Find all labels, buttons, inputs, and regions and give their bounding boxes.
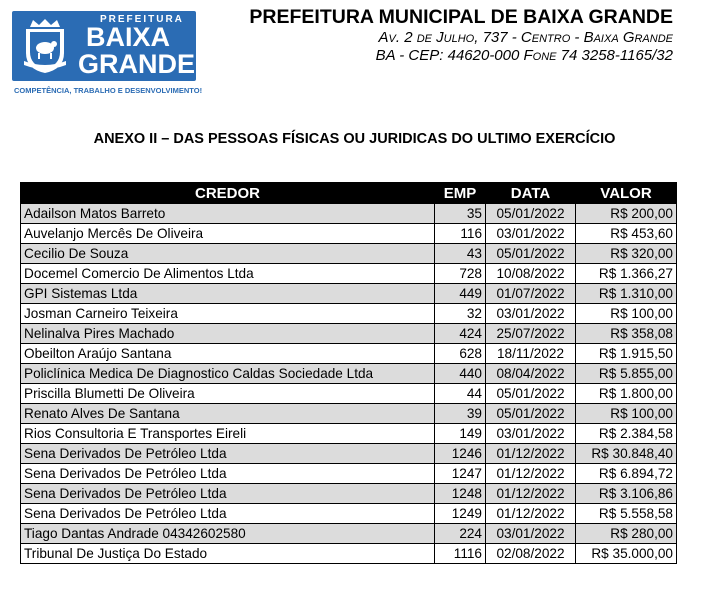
cell-emp: 1248 [435,484,486,504]
cell-data: 02/08/2022 [486,544,576,564]
creditors-table [20,182,677,564]
cell-data: 05/01/2022 [486,404,576,424]
cell-credor: Policlínica Medica De Diagnostico Caldas Sociedade Ltda [21,364,435,384]
cell-valor: R$ 200,00 [576,204,677,224]
cell-emp: 1249 [435,504,486,524]
cell-data: 03/01/2022 [486,524,576,544]
table-header-row [21,183,677,204]
cell-credor: Tiago Dantas Andrade 04342602580 [21,524,435,544]
cell-valor: R$ 35.000,00 [576,544,677,564]
cell-credor: Renato Alves De Santana [21,404,435,424]
logo-prefeitura-text: PREFEITURA [100,14,184,25]
municipal-logo [12,11,196,81]
logo-slogan: COMPETÊNCIA, TRABALHO E DESENVOLVIMENTO! [14,86,203,95]
table-row [21,504,677,524]
cell-credor: Adailson Matos Barreto [21,204,435,224]
cell-valor: R$ 358,08 [576,324,677,344]
cell-data: 08/04/2022 [486,364,576,384]
table-row [21,484,677,504]
cell-valor: R$ 320,00 [576,244,677,264]
organization-address: Av. 2 de Julho, 737 - Centro - Baixa Grande [378,29,673,46]
cell-data: 25/07/2022 [486,324,576,344]
table-row [21,524,677,544]
table-row [21,244,677,264]
table-row [21,204,677,224]
cell-emp: 39 [435,404,486,424]
table-row [21,404,677,424]
cell-valor: R$ 100,00 [576,304,677,324]
cell-data: 05/01/2022 [486,244,576,264]
cell-credor: Auvelanjo Mercês De Oliveira [21,224,435,244]
cell-emp: 224 [435,524,486,544]
cell-valor: R$ 453,60 [576,224,677,244]
cell-credor: Rios Consultoria E Transportes Eireli [21,424,435,444]
organization-cep-phone: BA - CEP: 44620-000 Fone 74 3258-1165/32 [375,47,673,64]
cell-valor: R$ 30.848,40 [576,444,677,464]
logo-grande-text: GRANDE [78,49,196,79]
cell-emp: 149 [435,424,486,444]
cell-emp: 440 [435,364,486,384]
cell-data: 03/01/2022 [486,224,576,244]
table-row [21,324,677,344]
cell-emp: 1247 [435,464,486,484]
cell-data: 10/08/2022 [486,264,576,284]
cell-credor: Cecilio De Souza [21,244,435,264]
cell-emp: 424 [435,324,486,344]
cell-emp: 32 [435,304,486,324]
table-row [21,364,677,384]
cell-emp: 44 [435,384,486,404]
table-row [21,384,677,404]
cell-credor: Sena Derivados De Petróleo Ltda [21,504,435,524]
table-row [21,544,677,564]
cell-credor: Nelinalva Pires Machado [21,324,435,344]
table-body [21,204,677,564]
cell-valor: R$ 6.894,72 [576,464,677,484]
cell-credor: GPI Sistemas Ltda [21,284,435,304]
cell-credor: Obeilton Araújo Santana [21,344,435,364]
cell-valor: R$ 3.106,86 [576,484,677,504]
table-row [21,304,677,324]
cell-valor: R$ 1.915,50 [576,344,677,364]
cell-emp: 116 [435,224,486,244]
cell-valor: R$ 100,00 [576,404,677,424]
cell-credor: Docemel Comercio De Alimentos Ltda [21,264,435,284]
cell-credor: Tribunal De Justiça Do Estado [21,544,435,564]
cell-valor: R$ 280,00 [576,524,677,544]
column-header-data: DATA [486,183,576,204]
table-row [21,284,677,304]
table-row [21,344,677,364]
cell-data: 18/11/2022 [486,344,576,364]
cell-credor: Sena Derivados De Petróleo Ltda [21,484,435,504]
cell-emp: 1246 [435,444,486,464]
cell-valor: R$ 2.384,58 [576,424,677,444]
table-row [21,464,677,484]
document-title: ANEXO II – DAS PESSOAS FÍSICAS OU JURIDICAS DO ULTIMO EXERCÍCIO [93,131,616,147]
cell-valor: R$ 5.855,00 [576,364,677,384]
table-row [21,424,677,444]
cell-emp: 43 [435,244,486,264]
cell-valor: R$ 1.800,00 [576,384,677,404]
organization-name: PREFEITURA MUNICIPAL DE BAIXA GRANDE [249,6,673,28]
coat-of-arms-icon [20,17,70,75]
table-row [21,444,677,464]
cell-data: 01/12/2022 [486,484,576,504]
cell-data: 05/01/2022 [486,384,576,404]
cell-data: 03/01/2022 [486,304,576,324]
cell-credor: Sena Derivados De Petróleo Ltda [21,464,435,484]
cell-data: 01/12/2022 [486,504,576,524]
cell-valor: R$ 5.558,58 [576,504,677,524]
column-header-credor: CREDOR [21,183,435,204]
cell-data: 01/12/2022 [486,464,576,484]
cell-valor: R$ 1.366,27 [576,264,677,284]
cell-valor: R$ 1.310,00 [576,284,677,304]
column-header-emp: EMP [435,183,486,204]
table-row [21,264,677,284]
cell-emp: 449 [435,284,486,304]
cell-emp: 628 [435,344,486,364]
cell-data: 05/01/2022 [486,204,576,224]
cell-credor: Sena Derivados De Petróleo Ltda [21,444,435,464]
cell-emp: 1116 [435,544,486,564]
logo-baixa-text: BAIXA [86,22,171,52]
cell-data: 01/07/2022 [486,284,576,304]
cell-credor: Priscilla Blumetti De Oliveira [21,384,435,404]
cell-data: 01/12/2022 [486,444,576,464]
cell-credor: Josman Carneiro Teixeira [21,304,435,324]
column-header-valor: VALOR [576,183,677,204]
cell-data: 03/01/2022 [486,424,576,444]
table-row [21,224,677,244]
cell-emp: 728 [435,264,486,284]
cell-emp: 35 [435,204,486,224]
